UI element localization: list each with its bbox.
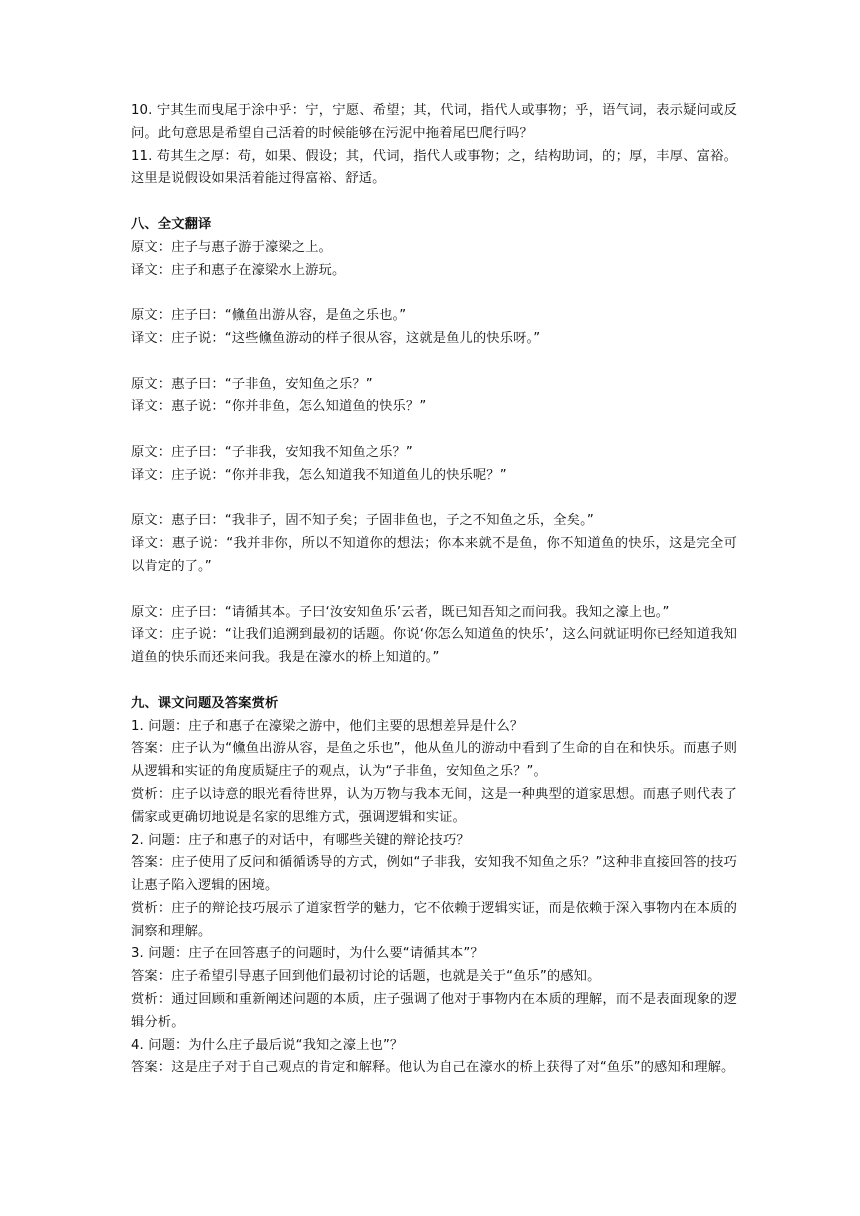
- spacer: [131, 282, 737, 305]
- section-8-heading: 八、全文翻译: [131, 216, 212, 232]
- question-1: 1. 问题：庄子和惠子在濠梁之游中，他们主要的思想差异是什么？: [131, 718, 524, 734]
- original-text-3: 原文：惠子曰：“子非鱼，安知鱼之乐？”: [131, 376, 373, 392]
- translation-text-5: 译文：惠子说：“我并非你，所以不知道你的想法；你本来就不是鱼，你不知道鱼的快乐，这是完全可以肯定的了。”: [131, 536, 737, 574]
- spacer: [131, 488, 737, 511]
- translation-text-4: 译文：庄子说：“你并非我，怎么知道我不知道鱼儿的快乐呢？”: [131, 467, 507, 483]
- question-3: 3. 问题：庄子在回答惠子的问题时，为什么要“请循其本”？: [131, 946, 484, 962]
- translation-text-1: 译文：庄子和惠子在濠梁水上游玩。: [131, 262, 346, 278]
- original-text-1: 原文：庄子与惠子游于濠梁之上。: [131, 239, 332, 255]
- spacer: [131, 579, 737, 602]
- answer-4: 答案：这是庄子对于自己观点的肯定和解释。他认为自己在濠水的桥上获得了对“鱼乐”的感知和理解。: [131, 1060, 735, 1076]
- note-10: 10. 宁其生而曳尾于涂中乎：宁，宁愿、希望；其，代词，指代人或事物；乎，语气词，表示疑问或反问。此句意思是希望自己活着的时候能够在污泥中拖着尾巴爬行吗？: [131, 103, 737, 141]
- answer-3: 答案：庄子希望引导惠子回到他们最初讨论的话题，也就是关于“鱼乐”的感知。: [131, 969, 601, 985]
- appreciation-1: 赏析：庄子以诗意的眼光看待世界，认为万物与我本无间，这是一种典型的道家思想。而惠子则代表了儒家或更确切地说是名家的思维方式，强调逻辑和实证。: [131, 786, 737, 825]
- appreciation-3: 赏析：通过回顾和重新阐述问题的本质，庄子强调了他对于事物内在本质的理解，而不是表面现象的逻辑分析。: [131, 992, 737, 1030]
- answer-2: 答案：庄子使用了反问和循循诱导的方式，例如“子非我，安知我不知鱼之乐？”这种非直接回答的技巧让惠子陷入逻辑的困境。: [131, 855, 737, 894]
- translation-text-3: 译文：惠子说：“你并非鱼，怎么知道鱼的快乐？”: [131, 399, 427, 415]
- spacer: [131, 351, 737, 374]
- answer-1: 答案：庄子认为“儵鱼出游从容，是鱼之乐也”，他从鱼儿的游动中看到了生命的自在和快乐。而惠子则从逻辑和实证的角度质疑庄子的观点，认为“子非鱼，安知鱼之乐？”。: [131, 741, 737, 780]
- original-text-6: 原文：庄子曰：“请循其本。子曰‘汝安知鱼乐’云者，既已知吾知之而问我。我知之濠上也。”: [131, 604, 670, 620]
- question-2: 2. 问题：庄子和惠子的对话中，有哪些关键的辩论技巧？: [131, 832, 470, 848]
- original-text-5: 原文：惠子曰：“我非子，固不知子矣；子固非鱼也，子之不知鱼之乐，全矣。”: [131, 513, 594, 529]
- spacer: [131, 670, 737, 693]
- section-9-heading: 九、课文问题及答案赏析: [131, 695, 279, 711]
- document-page: [131, 100, 737, 1080]
- spacer: [131, 419, 737, 442]
- translation-text-6: 译文：庄子说：“让我们追溯到最初的话题。你说‘你怎么知道鱼的快乐’，这么问就证明你已经知道我知道鱼的快乐而还来问我。我是在濠水的桥上知道的。”: [131, 627, 737, 666]
- translation-text-2: 译文：庄子说：“这些儵鱼游动的样子很从容，这就是鱼儿的快乐呀。”: [131, 330, 541, 346]
- original-text-2: 原文：庄子曰：“儵鱼出游从容，是鱼之乐也。”: [131, 308, 407, 324]
- appreciation-2: 赏析：庄子的辩论技巧展示了道家哲学的魅力，它不依赖于逻辑实证，而是依赖于深入事物内在本质的洞察和理解。: [131, 900, 737, 939]
- original-text-4: 原文：庄子曰：“子非我，安知我不知鱼之乐？”: [131, 444, 413, 460]
- note-11: 11. 苟其生之厚：苟，如果、假设；其，代词，指代人或事物；之，结构助词，的；厚，丰厚、富裕。这里是说假设如果活着能过得富裕、舒适。: [131, 148, 737, 187]
- question-4: 4. 问题：为什么庄子最后说“我知之濠上也”？: [131, 1037, 404, 1053]
- spacer: [131, 191, 737, 214]
